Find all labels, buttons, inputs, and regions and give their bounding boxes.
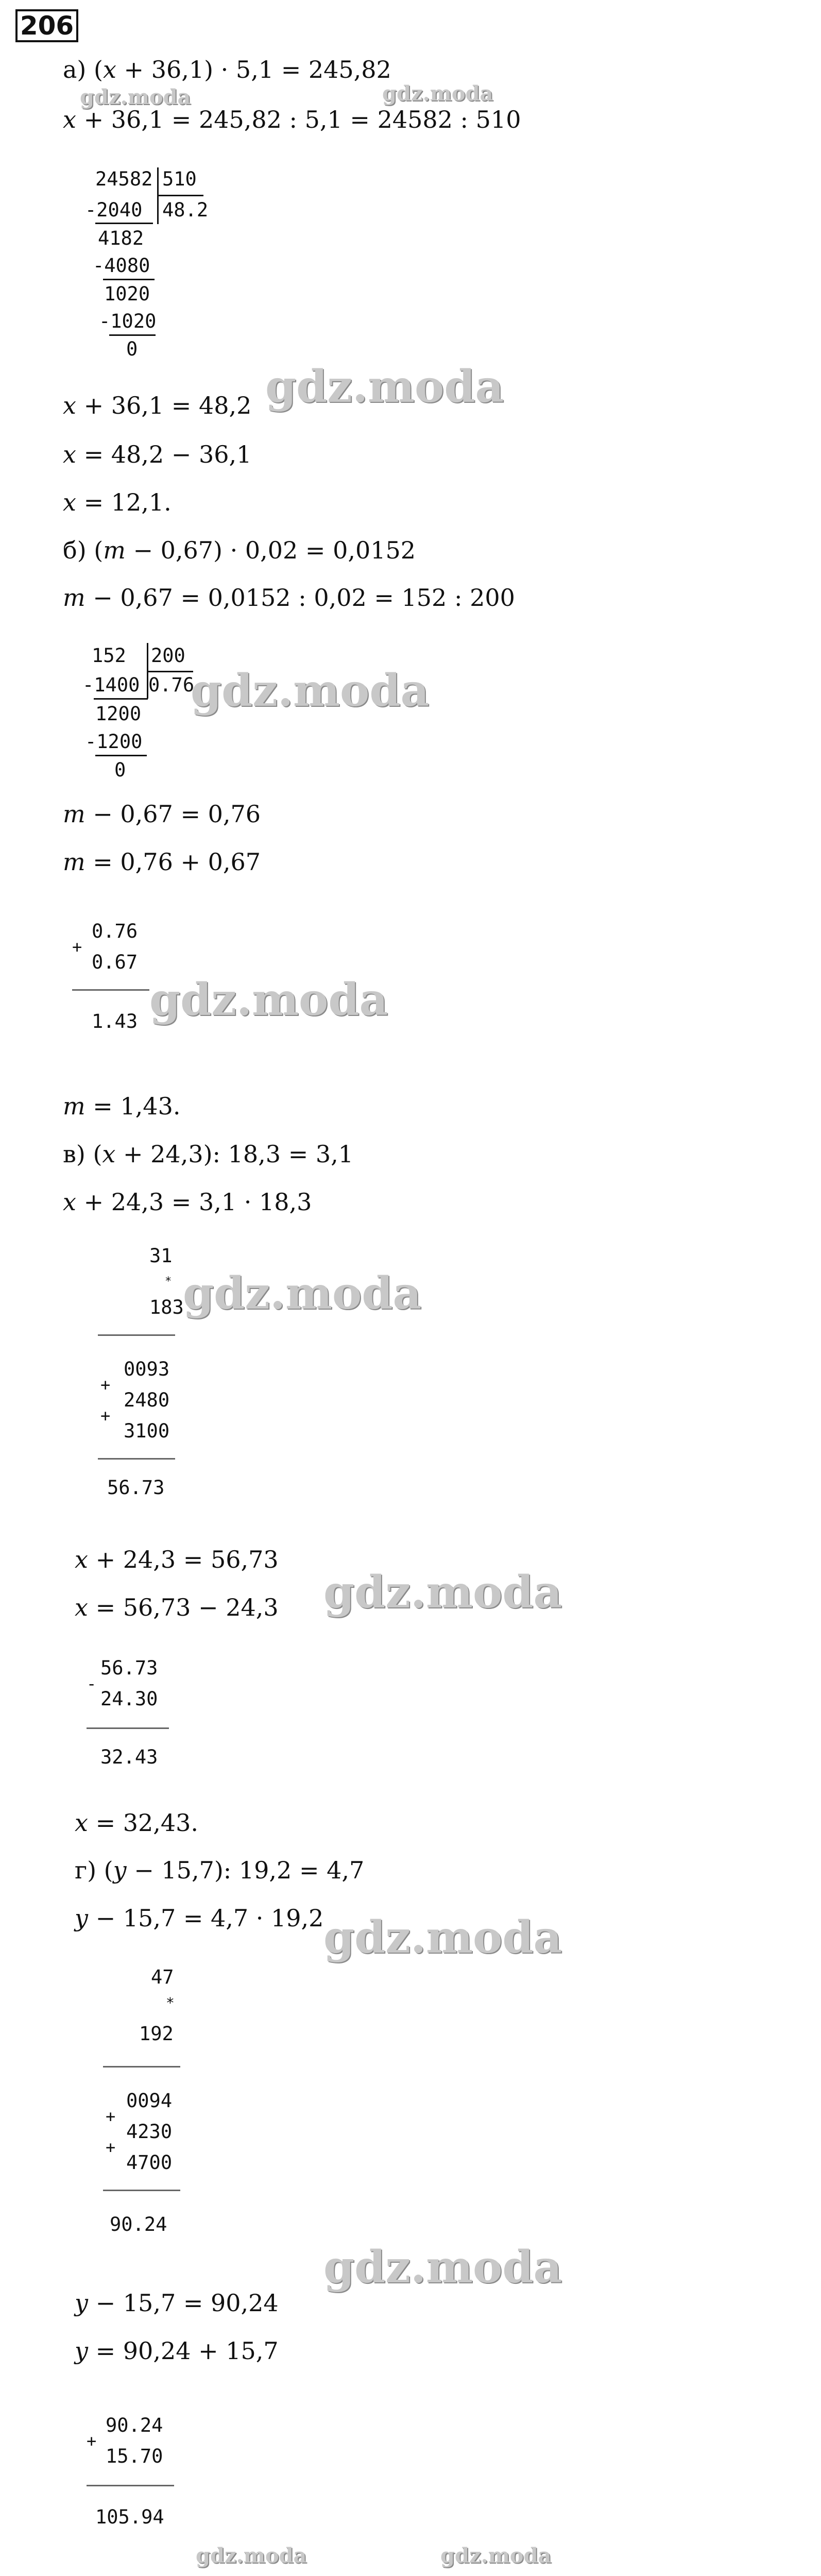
b-quotient: 0.76 [148, 674, 195, 696]
g-mul-line [103, 2066, 180, 2067]
watermark: gdz.moda [265, 361, 504, 413]
a-quotient: 48.2 [162, 199, 209, 221]
g-equation-3: y − 15,7 = 90,24 [75, 2289, 279, 2317]
v-sub-op1: 56.73 [100, 1657, 158, 1679]
watermark: gdz.moda [149, 974, 388, 1026]
b-equation-2: m − 0,67 = 0,0152 : 0,02 = 152 : 200 [63, 584, 515, 612]
g-equation-2: y − 15,7 = 4,7 · 19,2 [75, 1904, 324, 1932]
a-div-row: -1020 [99, 310, 157, 332]
b-div-row: 1200 [95, 703, 142, 725]
v-equation-5: x = 32,43. [75, 1809, 199, 1837]
watermark: gdz.moda [440, 2544, 552, 2568]
v-sub-line [87, 1727, 169, 1729]
a-equation-4: x = 48,2 − 36,1 [63, 440, 252, 468]
b-dividend: 152 [92, 645, 126, 667]
v-mul-partial: 3100 [124, 1420, 170, 1442]
v-plus-sign: + [100, 1406, 111, 1426]
g-mul-partial: 0094 [126, 2090, 173, 2112]
a-equation-3: x + 36,1 = 48,2 [63, 392, 252, 419]
watermark: gdz.moda [323, 1911, 562, 1963]
b-equation-4: m = 0,76 + 0,67 [63, 848, 261, 876]
v-mul-line [98, 1334, 175, 1336]
g-plus-sign: + [106, 2107, 116, 2126]
a-divisor: 510 [162, 168, 197, 190]
g-mul-line [103, 2190, 180, 2191]
watermark: gdz.moda [191, 665, 430, 717]
v-sub-result: 32.43 [100, 1746, 158, 1768]
a-div-row: 4182 [98, 227, 144, 249]
g-mul-partial: 4700 [126, 2151, 173, 2174]
b-add-sign: + [72, 937, 82, 957]
g-equation-4: y = 90,24 + 15,7 [75, 2337, 279, 2365]
b-equation-3: m − 0,67 = 0,76 [63, 800, 261, 828]
g-add-op2: 15.70 [106, 2445, 163, 2467]
v-sub-op2: 24.30 [100, 1688, 158, 1710]
a-dividend: 24582 [95, 168, 153, 190]
b-equation-1: б) (m − 0,67) · 0,02 = 0,0152 [63, 536, 416, 564]
watermark: gdz.moda [323, 1566, 562, 1618]
watermark: gdz.moda [323, 2241, 562, 2293]
b-add-op2: 0.67 [92, 951, 138, 973]
a-equation-5: x = 12,1. [63, 488, 172, 516]
watermark: gdz.moda [80, 85, 191, 109]
b-add-op1: 0.76 [92, 920, 138, 942]
g-add-sign: + [87, 2431, 97, 2451]
v-mul-op1: 31 [149, 1245, 173, 1267]
g-plus-sign: + [106, 2138, 116, 2157]
watermark: gdz.moda [382, 81, 493, 106]
watermark: gdz.moda [196, 2544, 307, 2568]
v-plus-sign: + [100, 1375, 111, 1395]
a-equation-2: x + 36,1 = 245,82 : 5,1 = 24582 : 510 [63, 106, 521, 133]
v-equation-4: x = 56,73 − 24,3 [75, 1594, 279, 1621]
g-mul-sign: * [166, 1994, 175, 2011]
v-mul-partial: 0093 [124, 1358, 170, 1380]
v-mul-partial: 2480 [124, 1389, 170, 1411]
b-equation-5: m = 1,43. [63, 1092, 181, 1120]
v-sub-sign: - [87, 1674, 97, 1693]
v-mul-sign: * [165, 1275, 172, 1288]
b-div-row: -1200 [85, 731, 143, 753]
b-div-row: 0 [114, 759, 126, 781]
a-equation-1: а) (x + 36,1) · 5,1 = 245,82 [63, 56, 391, 83]
b-div-row: -1400 [82, 674, 140, 696]
g-mul-op2: 192 [139, 2023, 174, 2045]
g-add-line [87, 2485, 174, 2486]
v-equation-2: x + 24,3 = 3,1 · 18,3 [63, 1188, 312, 1216]
g-add-op1: 90.24 [106, 2414, 163, 2436]
g-mul-partial: 4230 [126, 2121, 173, 2143]
a-div-row: -2040 [85, 199, 143, 221]
b-add-line [72, 989, 149, 991]
watermark: gdz.moda [183, 1267, 422, 1319]
g-equation-1: г) (y − 15,7): 19,2 = 4,7 [75, 1856, 365, 1884]
v-equation-3: x + 24,3 = 56,73 [75, 1546, 279, 1573]
v-equation-1: в) (x + 24,3): 18,3 = 3,1 [63, 1140, 354, 1168]
a-div-row: 0 [126, 338, 138, 360]
v-mul-result: 56.73 [107, 1477, 165, 1499]
b-divisor: 200 [151, 645, 185, 667]
task-number: 206 [15, 9, 78, 42]
g-add-result: 105.94 [95, 2506, 164, 2528]
a-div-row: -4080 [93, 255, 150, 277]
a-div-row: 1020 [104, 283, 150, 305]
g-mul-op1: 47 [151, 1966, 174, 1988]
g-mul-result: 90.24 [110, 2213, 167, 2235]
b-add-result: 1.43 [92, 1010, 138, 1032]
v-mul-op2: 183 [149, 1296, 184, 1318]
v-mul-line [98, 1458, 175, 1460]
